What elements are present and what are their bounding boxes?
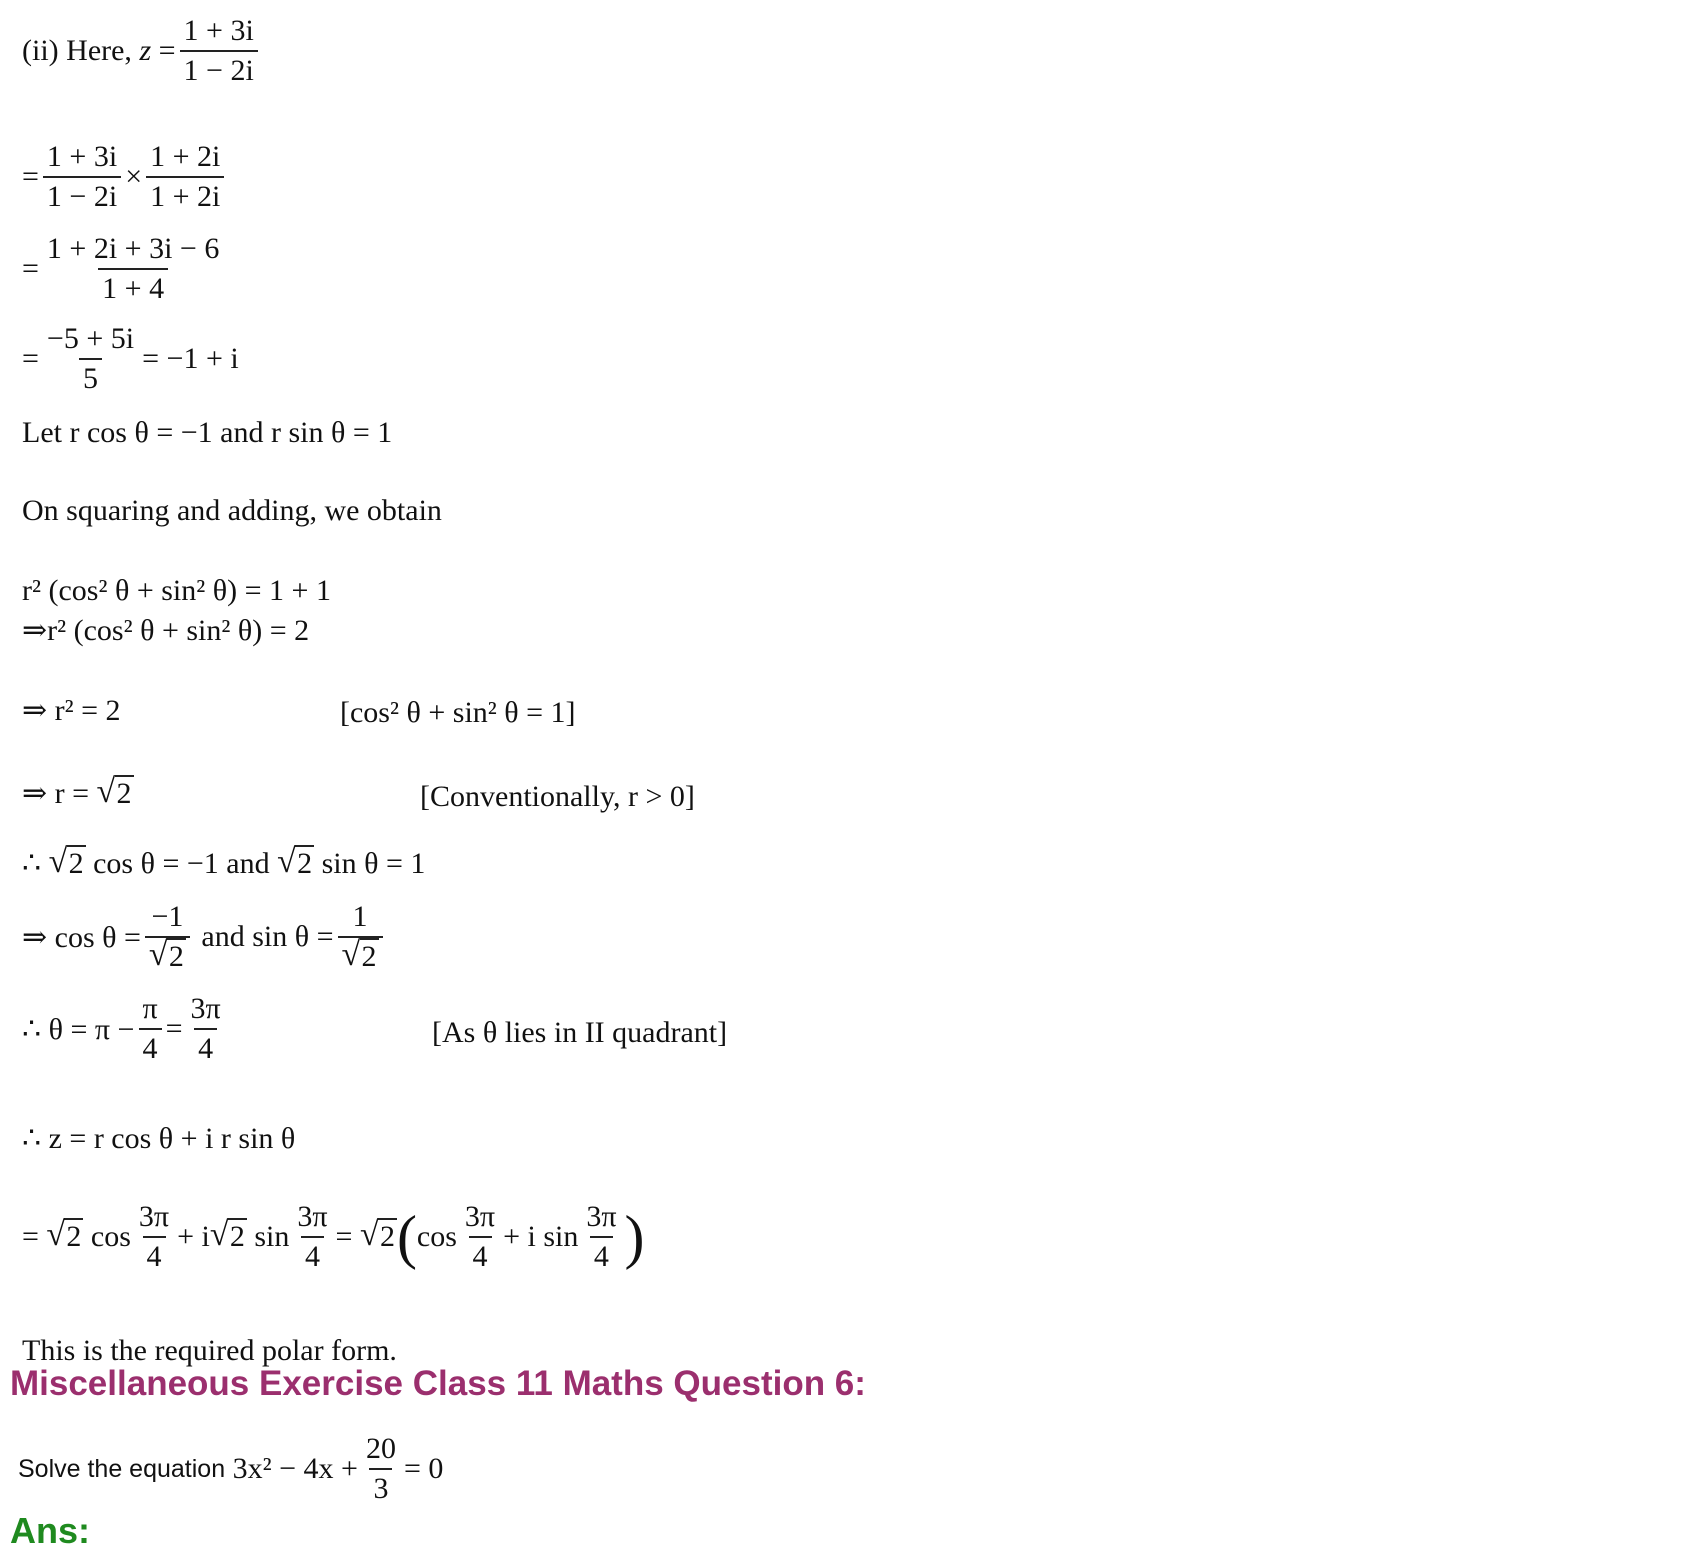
sqrt-symbol [360, 1220, 397, 1254]
step-result: = −1 + i [142, 342, 239, 375]
step-2 [22, 232, 227, 306]
denominator: 1 − 2i [180, 50, 258, 88]
denominator: 4 [301, 1236, 324, 1274]
denominator: 5 [79, 358, 102, 396]
numerator: 3π [297, 1200, 328, 1233]
numerator: 1 + 3i [46, 140, 118, 173]
identity-note: [cos² θ + sin² θ = 1] [340, 696, 576, 729]
numerator: 3π [138, 1200, 170, 1233]
numerator: −1 [151, 900, 184, 933]
sin-label: sin [254, 1220, 290, 1253]
squaring-line: On squaring and adding, we obtain [22, 494, 442, 527]
fraction [43, 322, 138, 396]
numerator: −5 + 5i [46, 322, 135, 355]
therefore-symbol: ∴ [22, 847, 42, 880]
sin-part: sin θ = 1 [321, 846, 426, 880]
square-step-2: ⇒r² (cos² θ + sin² θ) = 2 [22, 614, 310, 647]
numerator: 20 [365, 1432, 396, 1465]
denominator [338, 936, 383, 974]
numerator: 1 [352, 900, 368, 933]
polar-expression [22, 1200, 644, 1274]
equals-sign: = [22, 252, 39, 285]
denominator: 4 [469, 1236, 492, 1274]
equals-sign: = [22, 342, 39, 375]
question-heading: Miscellaneous Exercise Class 11 Maths Question 6: [10, 1364, 866, 1403]
fraction [187, 992, 225, 1066]
sqrt-symbol [97, 777, 134, 811]
theta-label: ∴ θ = π − [22, 1012, 135, 1046]
fraction [146, 140, 224, 214]
equals-sign: = [335, 1220, 353, 1253]
denominator: 4 [590, 1236, 613, 1274]
cos-part: cos θ = −1 and [93, 846, 270, 880]
intro-label: (ii) Here, [22, 34, 132, 67]
plus-i: + i [177, 1220, 210, 1253]
equals-sign: = [158, 34, 176, 67]
solve-equation [18, 1432, 443, 1506]
right-paren: ) [624, 1203, 645, 1270]
sqrt-symbol [342, 940, 379, 974]
denominator: 4 [194, 1028, 217, 1066]
sqrt-symbol [46, 1220, 83, 1254]
denominator: 4 [139, 1028, 162, 1066]
solve-label: Solve the equation [18, 1454, 226, 1483]
therefore-line [22, 846, 425, 881]
fraction [43, 232, 223, 306]
left-paren: ( [396, 1203, 417, 1270]
fraction [180, 14, 258, 88]
radicand: 2 [229, 1220, 245, 1253]
step-1 [22, 140, 228, 214]
equals-sign: = [22, 160, 39, 193]
sin-label: and sin θ = [201, 920, 334, 953]
fraction [362, 1432, 400, 1506]
denominator: 1 + 2i [146, 176, 224, 214]
radicand: 2 [68, 846, 84, 880]
sqrt-symbol [49, 847, 86, 881]
equals-sign: = [165, 1012, 183, 1045]
numerator: π [142, 992, 158, 1025]
convention-note: [Conventionally, r > 0] [420, 780, 695, 813]
numerator: 3π [190, 992, 221, 1025]
required-line: This is the required polar form. [22, 1334, 397, 1367]
times-sign: × [125, 160, 143, 193]
sqrt-symbol [210, 1220, 247, 1254]
denominator: 4 [143, 1236, 166, 1274]
intro-expression [22, 14, 262, 88]
step-3 [22, 322, 239, 396]
z-polar-line: ∴ z = r cos θ + i r sin θ [22, 1122, 296, 1155]
numerator: 3π [586, 1200, 617, 1233]
cos-label: ⇒ cos θ = [22, 920, 141, 954]
cos-label: cos [90, 1220, 131, 1253]
fraction [461, 1200, 499, 1274]
numerator: 3π [464, 1200, 496, 1233]
r-squared-line: ⇒ r² = 2 [22, 694, 121, 727]
theta-line [22, 992, 229, 1066]
sqrt-symbol [149, 940, 186, 974]
fraction [145, 900, 190, 974]
r-value-line [22, 776, 134, 811]
quadrant-note: [As θ lies in II quadrant] [432, 1016, 728, 1049]
radicand: 2 [361, 940, 377, 973]
fraction [582, 1200, 620, 1274]
numerator: 1 + 2i [150, 140, 221, 173]
z-variable: z [139, 34, 152, 67]
equation-right: = 0 [403, 1452, 444, 1485]
radicand: 2 [116, 776, 132, 810]
radicand: 2 [66, 1220, 82, 1253]
denominator [145, 936, 190, 974]
r-label: ⇒ r = [22, 777, 90, 810]
plus-i-sin: + i sin [503, 1220, 579, 1253]
equals-sign: = [22, 1220, 39, 1253]
answer-label: Ans: [10, 1510, 90, 1551]
let-line: Let r cos θ = −1 and r sin θ = 1 [22, 416, 393, 449]
fraction [135, 1200, 173, 1274]
denominator: 1 + 4 [98, 268, 168, 306]
radicand: 2 [379, 1220, 395, 1253]
fraction [43, 140, 121, 214]
radicand: 2 [168, 940, 184, 973]
sqrt-symbol [277, 847, 314, 881]
cos-sin-line [22, 900, 387, 974]
fraction [293, 1200, 331, 1274]
radicand: 2 [297, 846, 313, 880]
denominator: 1 − 2i [43, 176, 121, 214]
fraction [338, 900, 383, 974]
cos-label: cos [416, 1220, 457, 1253]
denominator: 3 [369, 1468, 392, 1506]
numerator: 1 + 3i [183, 14, 254, 47]
fraction [138, 992, 161, 1066]
numerator: 1 + 2i + 3i − 6 [46, 232, 220, 265]
equation-left: 3x² − 4x + [232, 1452, 358, 1485]
square-step-1: r² (cos² θ + sin² θ) = 1 + 1 [22, 574, 331, 607]
